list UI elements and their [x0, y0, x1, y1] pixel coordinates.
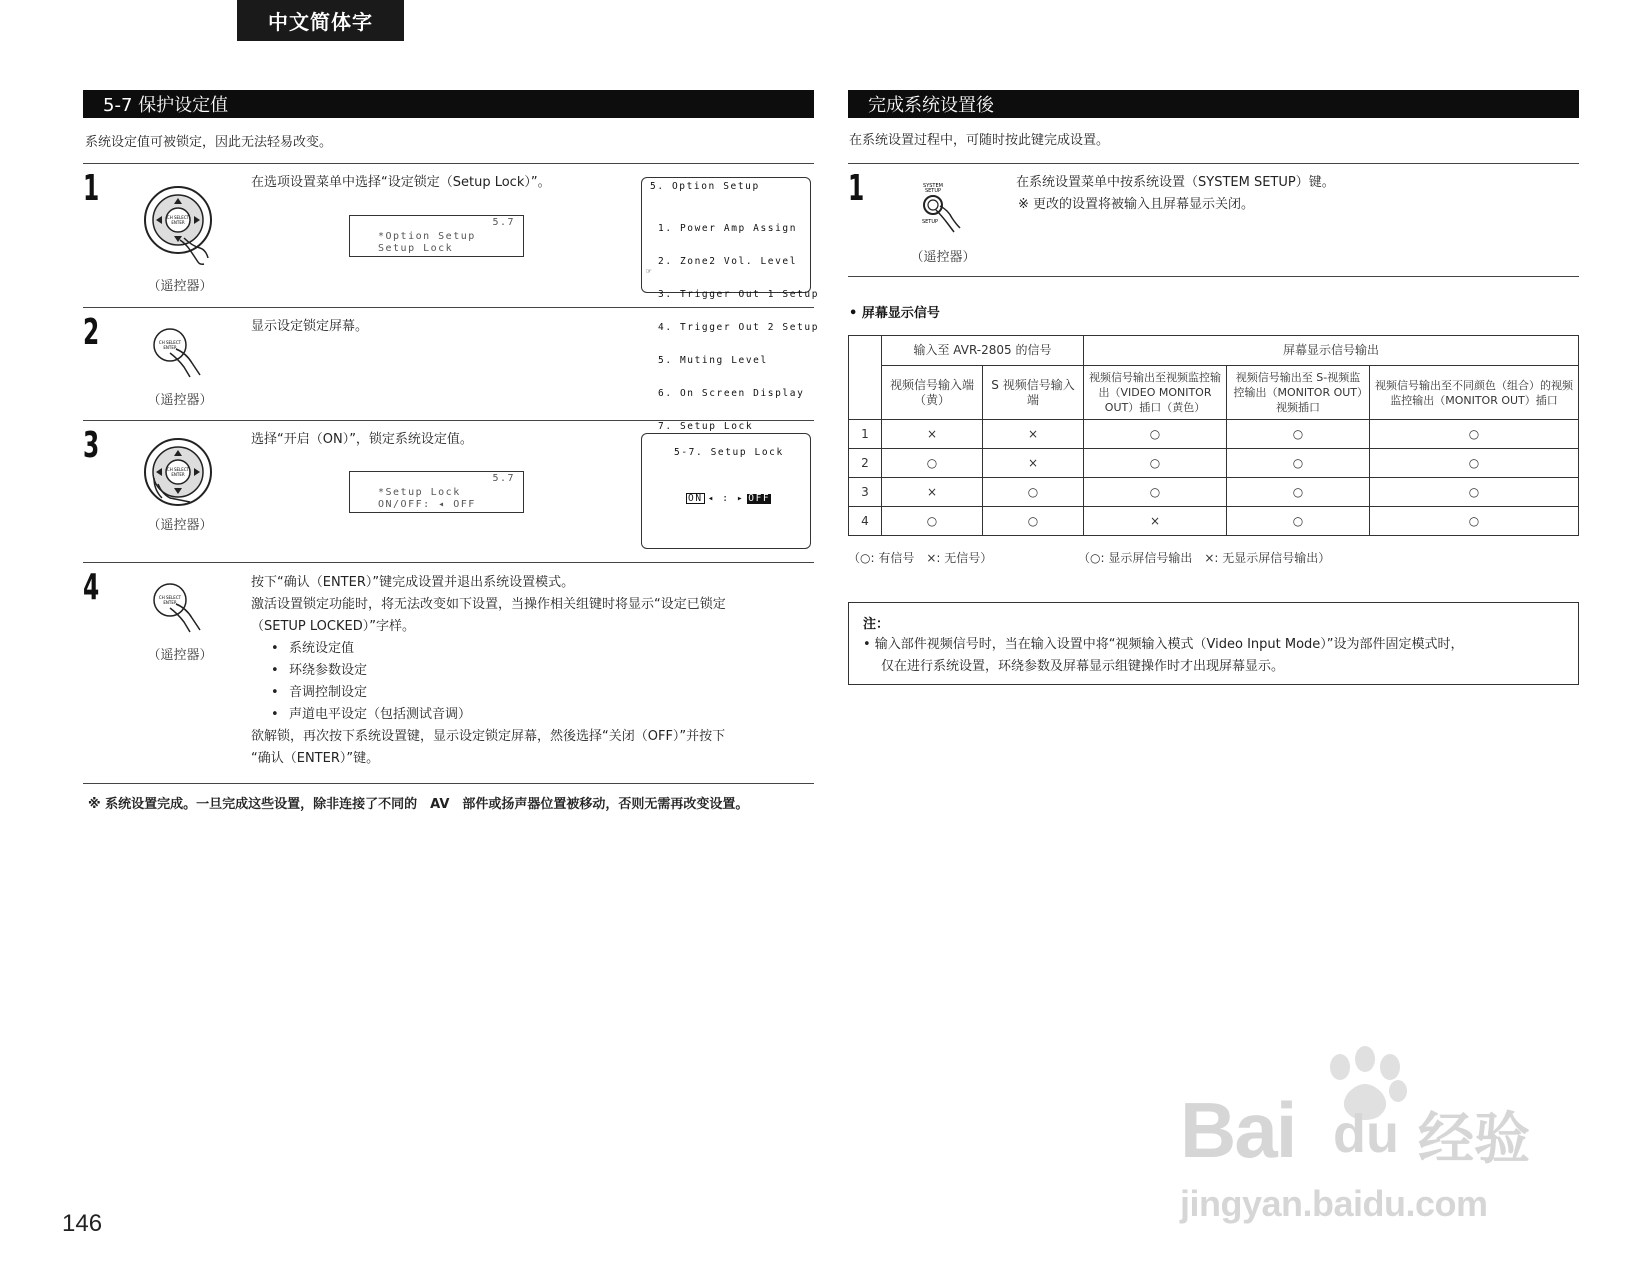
step-text: 在系统设置菜单中按系统设置（SYSTEM SETUP）键。 ※ 更改的设置将被输入且屏幕显示关闭。: [1016, 175, 1335, 212]
table-header: S 视频信号输入端: [983, 366, 1084, 420]
remote-dpad-icon: [140, 432, 226, 522]
remote-label: （遥控器）: [147, 279, 213, 294]
table-row: 3 × ○ ○ ○ ○: [849, 478, 1579, 507]
svg-text:SETUP: SETUP: [921, 219, 939, 225]
remote-dpad-icon: [140, 178, 226, 272]
step-text: 在选项设置菜单中选择“设定锁定（Setup Lock）”。: [251, 175, 551, 190]
step-number: 3: [83, 425, 100, 466]
bullet-item: • 音调控制设定: [289, 682, 816, 704]
svg-text:CH SELECT: CH SELECT: [166, 215, 190, 220]
intro-left: 系统设定值可被锁定，因此无法轻易改变。: [85, 135, 333, 150]
setup-lock-screen: 5-7. Setup Lock ON ◂ : ▸ OFF: [641, 433, 811, 549]
divider: [83, 562, 814, 563]
baidu-watermark: Bai du 经验 jingyan.baidu.com: [1180, 1045, 1580, 1225]
osd-menu-item: 4. Trigger Out 2 Setup: [658, 322, 820, 333]
table-header: 视频信号输出至不同颜色（组合）的视频监控输出（MONITOR OUT）插口: [1370, 366, 1579, 420]
table-header: 视频信号输出至视频监控输出（VIDEO MONITOR OUT）插口（黄色）: [1084, 366, 1227, 420]
table-group-header: 输入至 AVR-2805 的信号: [882, 336, 1084, 366]
signal-heading: • 屏幕显示信号: [849, 306, 940, 321]
divider: [848, 276, 1579, 277]
note-line: • 输入部件视频信号时，当在输入设置中将“视频输入模式（Video Input Mode）”设为部件固定模式时，: [863, 637, 1464, 652]
step-number: 2: [83, 312, 100, 353]
front-display: 5.7 *Setup Lock ON/OFF: ◂ OFF: [349, 471, 524, 513]
bullet-item: • 声道电平设定（包括测试音调）: [289, 704, 816, 726]
remote-label: （遥控器）: [910, 250, 976, 265]
section-title-left: 5-7 保护设定值: [83, 90, 814, 118]
toggle-arrows: ◂ : ▸: [707, 493, 745, 504]
system-setup-button-icon: [912, 180, 972, 242]
remote-label: （遥控器）: [147, 393, 213, 408]
divider: [83, 420, 814, 421]
step-number: 4: [83, 567, 100, 608]
svg-text:SETUP: SETUP: [924, 188, 942, 194]
svg-text:ENTER: ENTER: [163, 345, 177, 350]
note-title: 注：: [863, 617, 890, 632]
divider: [83, 783, 814, 784]
step-4-body: 按下“确认（ENTER）”键完成设置并退出系统设置模式。 激活设置锁定功能时，将无法改变如下设置，当操作相关组键时将显示“设定已锁定 （SETUP LOCKED）”字样。 • 系统设定值 • 环绕参数设定 • 音调控制设定 • 声道电平设定（包括测试音调） 欲解锁，再次按下系统设置键，显示设定锁定屏幕，然後选择“关闭（OFF）”并按下 “确认（ENTER）”键。: [251, 572, 816, 770]
note-box: [848, 602, 1579, 685]
svg-text:CH SELECT: CH SELECT: [166, 467, 190, 472]
step-number: 1: [83, 168, 100, 209]
table-header: 视频信号输入端（黄）: [882, 366, 983, 420]
osd-menu-item: 3. Trigger Out 1 Setup: [658, 289, 820, 300]
divider: [83, 163, 814, 164]
table-legend: （○: 显示屏信号输出 ×: 无显示屏信号输出）: [1078, 551, 1331, 565]
svg-text:CH SELECT: CH SELECT: [158, 595, 182, 600]
svg-text:ENTER: ENTER: [163, 600, 177, 605]
step-text: 选择“开启（ON）”，锁定系统设定值。: [251, 432, 473, 447]
osd-menu-item-selected: 7. Setup Lock: [658, 421, 754, 432]
svg-text:ENTER: ENTER: [171, 472, 185, 477]
on-screen-menu: 5. Option Setup 1. Power Amp Assign 2. Zone2 Vol. Level 3. Trigger Out 1 Setup 4. Trigger Out 2 Setup 5. Muting Level 6. On Screen Display 7. Setup Lock ☞: [641, 177, 811, 293]
divider: [83, 307, 814, 308]
table-row: 1 × × ○ ○ ○: [849, 420, 1579, 449]
language-tab: 中文简体字: [237, 0, 404, 41]
on-option: ON: [688, 493, 703, 504]
intro-right: 在系统设置过程中，可随时按此键完成设置。: [849, 133, 1110, 148]
svg-text:ENTER: ENTER: [171, 220, 185, 225]
svg-text:SYSTEM: SYSTEM: [923, 183, 943, 189]
step-text: 显示设定锁定屏幕。: [251, 319, 369, 334]
enter-button-icon: [150, 580, 210, 642]
page-number: 146: [62, 1210, 103, 1237]
divider: [848, 163, 1579, 164]
table-row: 2 ○ × ○ ○ ○: [849, 449, 1579, 478]
step-number: 1: [848, 168, 865, 209]
remote-label: （遥控器）: [147, 648, 213, 663]
footnote: ※ 系统设置完成。一旦完成这些设置，除非连接了不同的 AV 部件或扬声器位置被移动，否则无需再改变设置。: [88, 797, 749, 812]
osd-menu-item: 6. On Screen Display: [658, 388, 805, 399]
remote-label: （遥控器）: [147, 518, 213, 533]
osd-menu-item: 1. Power Amp Assign: [658, 223, 798, 234]
osd-menu-item: 2. Zone2 Vol. Level: [658, 256, 798, 267]
signal-table: [848, 335, 1579, 536]
svg-text:CH SELECT: CH SELECT: [158, 340, 182, 345]
table-row: 4 ○ ○ × ○ ○: [849, 507, 1579, 536]
table-group-header: 屏幕显示信号输出: [1084, 336, 1579, 366]
note-line: 仅在进行系统设置，环绕参数及屏幕显示组键操作时才出现屏幕显示。: [881, 659, 1285, 674]
front-display: 5.7 *Option Setup Setup Lock: [349, 215, 524, 257]
bullet-item: • 系统设定值: [289, 638, 816, 660]
table-header: 视频信号输出至 S-视频监控输出（MONITOR OUT）视频插口: [1227, 366, 1370, 420]
osd-menu-item: 5. Muting Level: [658, 355, 768, 366]
table-legend: （○: 有信号 ×: 无信号）: [848, 551, 993, 565]
section-title-right: 完成系统设置後: [848, 90, 1579, 118]
bullet-item: • 环绕参数设定: [289, 660, 816, 682]
off-option: OFF: [748, 492, 771, 504]
enter-button-icon: [150, 325, 210, 387]
pointer-icon: ☞: [646, 267, 654, 277]
